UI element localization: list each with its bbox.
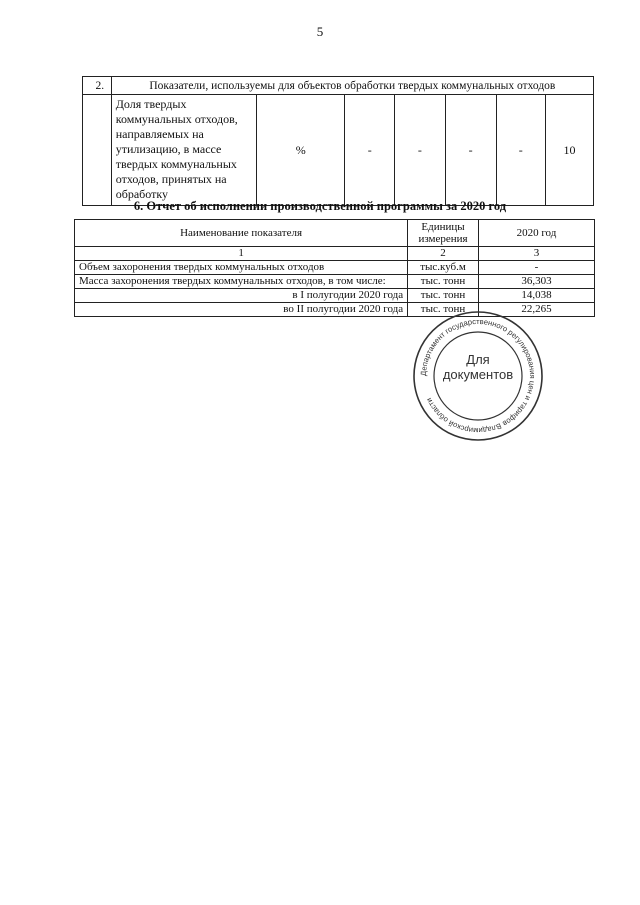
indicator-value: - [345, 95, 395, 206]
seal-label [412, 352, 544, 382]
table-row [75, 261, 595, 275]
row-value: 22,265 [478, 303, 594, 317]
program-report-table [74, 219, 595, 317]
header-year: 2020 год [478, 220, 594, 247]
column-number: 2 [408, 247, 479, 261]
table-row [83, 77, 594, 95]
row-unit: тыс. тонн [408, 275, 479, 289]
row-name: Масса захоронения твердых коммунальных отходов, в том числе: [75, 275, 408, 289]
indicator-value: - [395, 95, 445, 206]
row-name: во II полугодии 2020 года [75, 303, 408, 317]
section-title: 6. Отчет об исполнении производственной программы за 2020 год [133, 199, 507, 213]
table-row [75, 289, 595, 303]
empty-cell [83, 95, 112, 206]
row-unit: тыс. тонн [408, 289, 479, 303]
seal-ring-text-path: Департамент государственного регулирования цен и тарифов Владимирской области [418, 316, 538, 436]
table-row [83, 95, 594, 206]
row-value: - [478, 261, 594, 275]
table-header-row [75, 220, 595, 247]
column-number: 1 [75, 247, 408, 261]
page-number: 5 [316, 24, 324, 39]
indicator-group-header: Показатели, используемы для объектов обработки твердых коммунальных отходов [111, 77, 593, 95]
indicator-description: Доля твердых коммунальных отходов, направляемых на утилизацию, в массе твердых коммунальных отходов, принятых на обработку [111, 95, 257, 206]
header-name: Наименование показателя [75, 220, 408, 247]
table-row [75, 275, 595, 289]
indicator-table [82, 76, 594, 206]
row-value: 14,038 [478, 289, 594, 303]
seal-label-line: документов [442, 367, 514, 382]
row-name: Объем захоронения твердых коммунальных отходов [75, 261, 408, 275]
indicator-value: - [496, 95, 545, 206]
seal-label-line: Для [466, 352, 490, 367]
indicator-value: - [445, 95, 496, 206]
column-number-row [75, 247, 595, 261]
header-unit: Единицы измерения [408, 220, 479, 247]
indicator-unit: % [257, 95, 345, 206]
column-number: 3 [478, 247, 594, 261]
row-name: в I полугодии 2020 года [75, 289, 408, 303]
row-unit: тыс. тонн [408, 303, 479, 317]
row-value: 36,303 [478, 275, 594, 289]
indicator-value: 10 [545, 95, 593, 206]
row-unit: тыс.куб.м [408, 261, 479, 275]
row-number: 2. [83, 77, 112, 95]
